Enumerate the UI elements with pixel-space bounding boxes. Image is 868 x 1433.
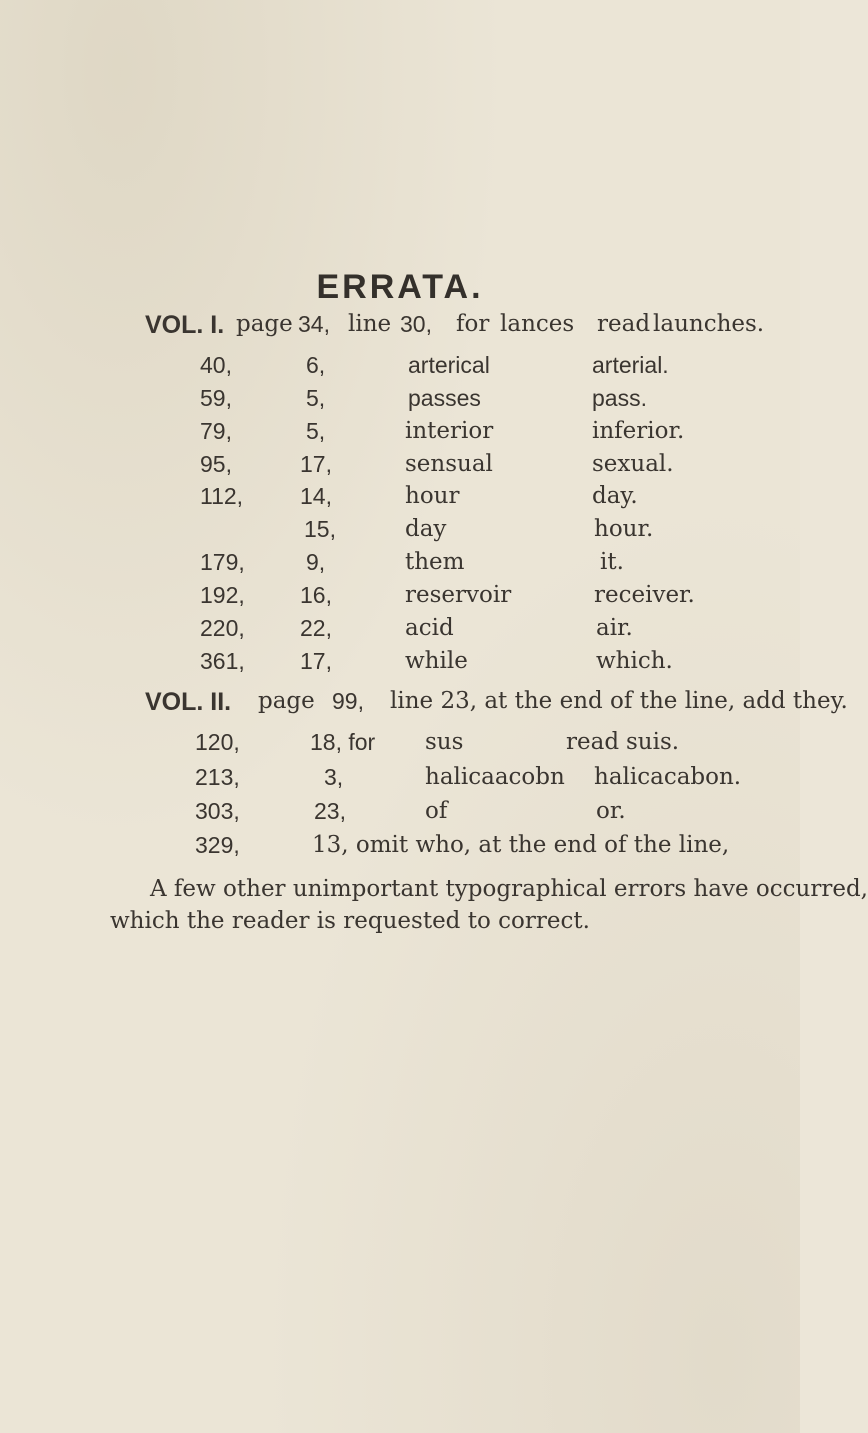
note-line-2: which the reader is requested to correct. bbox=[110, 908, 590, 934]
line-number: 18, for bbox=[310, 729, 376, 755]
line-number: 6, bbox=[306, 352, 326, 378]
wrong-word: of bbox=[425, 798, 448, 824]
note-line-1: A few other unimportant typographical errors have occurred, bbox=[150, 876, 868, 902]
correct-word: launches. bbox=[653, 311, 765, 337]
closing-note bbox=[0, 876, 868, 942]
wrong-word: arterical bbox=[408, 352, 490, 378]
page-number: 59, bbox=[200, 385, 232, 411]
wrong-word: hour bbox=[405, 483, 460, 509]
table-row bbox=[0, 764, 800, 798]
correct-word: pass. bbox=[592, 385, 647, 411]
wrong-word: acid bbox=[405, 615, 454, 641]
vol1-first-row bbox=[0, 311, 800, 345]
page-number: 112, bbox=[200, 483, 244, 509]
page-number: 361, bbox=[200, 648, 245, 674]
page-title: ERRATA. bbox=[316, 268, 484, 306]
vol1-label: VOL. I. bbox=[145, 311, 225, 339]
page-number: 79, bbox=[200, 418, 232, 444]
line-label: line bbox=[348, 311, 392, 337]
table-row bbox=[0, 352, 800, 386]
errata-instruction: 13, omit who, at the end of the line, bbox=[312, 832, 730, 858]
page-number: 213, bbox=[195, 764, 240, 790]
read-label: read bbox=[597, 311, 651, 337]
wrong-word: day bbox=[405, 516, 447, 542]
wrong-word: reservoir bbox=[405, 582, 512, 608]
page-number: 303, bbox=[195, 798, 240, 824]
table-row bbox=[0, 582, 800, 616]
page-number: 99, bbox=[332, 688, 364, 714]
correct-word: halicacabon. bbox=[594, 764, 742, 790]
correct-word: suis. bbox=[626, 729, 680, 755]
wrong-word: sus bbox=[425, 729, 464, 755]
correct-word: air. bbox=[596, 615, 633, 641]
wrong-word: while bbox=[405, 648, 468, 674]
correct-word: or. bbox=[596, 798, 626, 824]
table-row bbox=[0, 832, 800, 866]
page-number: 95, bbox=[200, 451, 232, 477]
correct-word: receiver. bbox=[594, 582, 695, 608]
correct-word: arterial. bbox=[592, 352, 669, 378]
line-number: 23, bbox=[314, 798, 346, 824]
line-number: 17, bbox=[300, 648, 332, 674]
page-number: 329, bbox=[195, 832, 240, 858]
line-number: 15, bbox=[304, 516, 336, 542]
correct-word: hour. bbox=[594, 516, 654, 542]
wrong-word: them bbox=[405, 549, 465, 575]
line-number: 3, bbox=[324, 764, 344, 790]
correct-word: it. bbox=[600, 549, 624, 575]
page-number: 192, bbox=[200, 582, 245, 608]
table-row bbox=[0, 549, 800, 583]
line-number: 17, bbox=[300, 451, 332, 477]
wrong-word: sensual bbox=[405, 451, 493, 477]
correct-word: which. bbox=[596, 648, 673, 674]
line-number: 5, bbox=[306, 385, 326, 411]
correct-word: day. bbox=[592, 483, 638, 509]
wrong-word: interior bbox=[405, 418, 494, 444]
page-number: 220, bbox=[200, 615, 245, 641]
line-number: 14, bbox=[300, 483, 332, 509]
vol2-first-row bbox=[0, 688, 848, 722]
page-label: page bbox=[236, 311, 293, 337]
for-label: for bbox=[456, 311, 490, 337]
page-number: 179, bbox=[200, 549, 245, 575]
line-number: 5, bbox=[306, 418, 326, 444]
table-row bbox=[0, 451, 800, 485]
wrong-word: passes bbox=[408, 385, 481, 411]
line-number: 9, bbox=[306, 549, 326, 575]
page-number: 120, bbox=[195, 729, 240, 755]
table-row bbox=[0, 615, 800, 649]
table-row bbox=[0, 418, 800, 452]
wrong-word: halicaacobn bbox=[425, 764, 565, 790]
page-label: page bbox=[258, 688, 315, 714]
table-row bbox=[0, 385, 800, 419]
correct-word: inferior. bbox=[592, 418, 685, 444]
line-number: 30, bbox=[400, 311, 432, 337]
correct-word: sexual. bbox=[592, 451, 674, 477]
table-row bbox=[0, 483, 800, 517]
page-number: 40, bbox=[200, 352, 232, 378]
table-row bbox=[0, 648, 800, 682]
wrong-word: lances bbox=[500, 311, 575, 337]
page-number: 34, bbox=[298, 311, 330, 337]
line-number: 22, bbox=[300, 615, 332, 641]
table-row bbox=[0, 729, 800, 763]
table-row bbox=[0, 516, 800, 550]
line-number: 16, bbox=[300, 582, 332, 608]
vol2-label: VOL. II. bbox=[145, 688, 232, 716]
errata-instruction: line 23, at the end of the line, add they. bbox=[390, 688, 848, 714]
read-label: read bbox=[566, 729, 620, 755]
table-row bbox=[0, 798, 800, 832]
